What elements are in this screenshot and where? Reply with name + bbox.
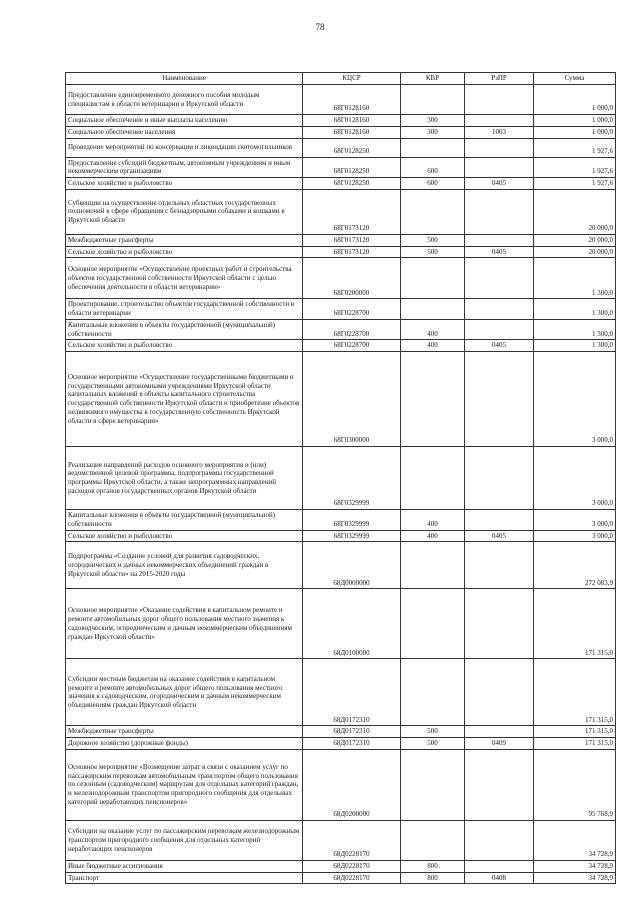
cell-sum: 1 300,0 (534, 258, 616, 299)
cell-sum: 34 728,9 (534, 820, 616, 860)
cell-kcsr: 68Г0228700 (303, 340, 401, 352)
table-row (66, 352, 616, 447)
cell-kvr: 500 (401, 246, 465, 258)
cell-kvr: 800 (401, 872, 465, 884)
cell-kvr: 500 (401, 234, 465, 246)
cell-name: Дорожное хозяйство (дорожные фонды) (66, 738, 303, 750)
table-row (66, 589, 616, 659)
cell-kcsr: 68Г0200000 (303, 258, 401, 299)
cell-rzpr: 0405 (465, 530, 534, 542)
cell-name: Межбюджетные трансферты (66, 234, 303, 246)
cell-name: Капитальные вложения в объекты государственной (муниципальной) собственности (66, 510, 303, 531)
cell-rzpr: 0408 (465, 872, 534, 884)
cell-name: Сельское хозяйство и рыболовство (66, 340, 303, 352)
cell-name: Сельское хозяйство и рыболовство (66, 178, 303, 190)
cell-name: Социальное обеспечение населения (66, 126, 303, 138)
cell-name: Социальное обеспечение и иные выплаты населению (66, 115, 303, 127)
header-kvr: КВР (401, 73, 465, 85)
cell-sum: 95 768,9 (534, 749, 616, 820)
cell-sum: 1 927,6 (534, 157, 616, 178)
cell-sum: 1 000,0 (534, 126, 616, 138)
table-row (66, 872, 616, 884)
cell-kcsr: 68Г0128250 (303, 138, 401, 157)
cell-rzpr (465, 820, 534, 860)
table-row (66, 126, 616, 138)
cell-rzpr (465, 258, 534, 299)
cell-rzpr (465, 860, 534, 872)
cell-kcsr: 68Д0228170 (303, 820, 401, 860)
table-row (66, 258, 616, 299)
table-row (66, 820, 616, 860)
cell-kvr: 500 (401, 726, 465, 738)
cell-kcsr: 68Г0173120 (303, 246, 401, 258)
cell-kcsr: 68Г0173120 (303, 234, 401, 246)
cell-sum: 3 000,0 (534, 530, 616, 542)
cell-kvr (401, 299, 465, 320)
cell-kvr (401, 589, 465, 659)
cell-rzpr (465, 157, 534, 178)
cell-name: Реализация направлений расходов основного мероприятия и (или) ведомственной целевой программы, подпрограммы государственной программы Иркутской области, а также непрограммных направлений расходов органов государственных органов Иркутской области (66, 447, 303, 510)
cell-kvr: 400 (401, 340, 465, 352)
table-row (66, 115, 616, 127)
cell-rzpr (465, 352, 534, 447)
page-number: 78 (315, 22, 325, 32)
cell-rzpr (465, 234, 534, 246)
cell-kcsr: 68Д0200000 (303, 749, 401, 820)
cell-name: Межбюджетные трансферты (66, 726, 303, 738)
header-kcsr: КЦСР (303, 73, 401, 85)
table-row (66, 178, 616, 190)
cell-sum: 1 000,0 (534, 115, 616, 127)
cell-kcsr: 68Г0329999 (303, 447, 401, 510)
table-row (66, 530, 616, 542)
table-row (66, 749, 616, 820)
table-row (66, 542, 616, 589)
cell-name: Основное мероприятие «Оказание содействия в капитальном ремонте и ремонте автомобильных дорог общего пользования местного значения к садоводческим, огородническим и дачным некоммерческим объединениям граждан Иркутской области» (66, 589, 303, 659)
table-row (66, 738, 616, 750)
table-header-row (66, 73, 616, 85)
cell-sum: 3 000,0 (534, 447, 616, 510)
cell-kcsr: 68Г0228700 (303, 299, 401, 320)
cell-name: Иные бюджетные ассигнования (66, 860, 303, 872)
table-row (66, 659, 616, 726)
cell-sum: 34 728,9 (534, 860, 616, 872)
cell-name: Предоставление единовременного денежного пособия молодым специалистам в области ветеринарии в Иркутской области (66, 85, 303, 115)
table-row (66, 510, 616, 531)
cell-kcsr: 68Г0329999 (303, 530, 401, 542)
cell-sum: 20 000,0 (534, 246, 616, 258)
header-sum: Сумма (534, 73, 616, 85)
header-rzpr: РзПР (465, 73, 534, 85)
cell-sum: 1 300,0 (534, 319, 616, 340)
cell-name: Транспорт (66, 872, 303, 884)
cell-name: Предоставление субсидий бюджетным, автономным учреждениям и иным некоммерческим организациям (66, 157, 303, 178)
cell-name: Подпрограмма «Создание условий для развития садоводческих, огороднических и дачных некоммерческих объединений граждан в Иркутской области» на 2015-2020 годы (66, 542, 303, 589)
cell-kvr (401, 189, 465, 234)
table-row (66, 860, 616, 872)
cell-sum: 34 728,9 (534, 872, 616, 884)
cell-kcsr: 68Г0173120 (303, 189, 401, 234)
table-row (66, 85, 616, 115)
cell-rzpr: 1003 (465, 126, 534, 138)
cell-kvr: 600 (401, 178, 465, 190)
cell-sum: 1 000,0 (534, 85, 616, 115)
cell-kvr (401, 659, 465, 726)
cell-rzpr: 0409 (465, 738, 534, 750)
cell-rzpr (465, 85, 534, 115)
budget-table (65, 72, 616, 884)
cell-kvr (401, 258, 465, 299)
cell-name: Проектирование, строительство объектов государственной собственности в области ветеринарии (66, 299, 303, 320)
table-row (66, 189, 616, 234)
cell-rzpr: 0405 (465, 246, 534, 258)
cell-kvr: 400 (401, 530, 465, 542)
cell-sum: 20 000,0 (534, 234, 616, 246)
cell-rzpr (465, 659, 534, 726)
cell-kcsr: 68Д0172310 (303, 738, 401, 750)
cell-kcsr: 68Г0300000 (303, 352, 401, 447)
cell-kvr (401, 447, 465, 510)
cell-name: Субсидии на оказание услуг по пассажирским перевозкам железнодорожным транспортом пригородного сообщения для отдельных категорий неработающих пенсионеров (66, 820, 303, 860)
cell-kvr (401, 820, 465, 860)
cell-name: Основное мероприятие «Осуществление проектных работ и строительства объектов государственной собственности Иркутской области с целью обеспечения деятельности в области ветеринарии» (66, 258, 303, 299)
cell-kcsr: 68Д0172310 (303, 726, 401, 738)
cell-kvr: 400 (401, 319, 465, 340)
cell-rzpr: 0405 (465, 178, 534, 190)
cell-sum: 171 315,0 (534, 659, 616, 726)
cell-kcsr: 68Г0128250 (303, 157, 401, 178)
cell-kcsr: 68Г0228700 (303, 319, 401, 340)
cell-name: Сельское хозяйство и рыболовство (66, 530, 303, 542)
cell-kvr (401, 542, 465, 589)
table-row (66, 246, 616, 258)
cell-kvr: 300 (401, 115, 465, 127)
cell-rzpr (465, 447, 534, 510)
cell-rzpr (465, 319, 534, 340)
cell-sum: 1 300,0 (534, 299, 616, 320)
cell-sum: 20 000,0 (534, 189, 616, 234)
table-row (66, 340, 616, 352)
cell-kcsr: 68Г0128160 (303, 85, 401, 115)
cell-rzpr (465, 138, 534, 157)
cell-kcsr: 68Г0128250 (303, 178, 401, 190)
table-row (66, 157, 616, 178)
cell-name: Основное мероприятие «Возмещение затрат в связи с оказанием услуг по пассажирским перевозкам автомобильным транспортом общего пользования по сезонным (садоводческим) маршрутам для отдельных категорий граждан, и железнодорожным транспортом пригородного сообщения для отдельных категорий неработающих пенсионеров» (66, 749, 303, 820)
cell-sum: 171 315,0 (534, 738, 616, 750)
cell-rzpr (465, 542, 534, 589)
cell-kvr: 500 (401, 738, 465, 750)
cell-sum: 272 083,9 (534, 542, 616, 589)
cell-name: Сельское хозяйство и рыболовство (66, 246, 303, 258)
cell-rzpr (465, 510, 534, 531)
cell-rzpr (465, 189, 534, 234)
cell-sum: 1 300,0 (534, 340, 616, 352)
cell-rzpr (465, 726, 534, 738)
cell-kvr (401, 85, 465, 115)
cell-name: Субсидии местным бюджетам на оказание содействия в капитальном ремонте и ремонте автомобильных дорог общего пользования местного значения к садоводческим, огородническим и дачным некоммерческим объединениям граждан Иркутской области (66, 659, 303, 726)
table-row (66, 299, 616, 320)
cell-name: Субвенции на осуществление отдельных областных государственных полномочий в сфере обращения с безнадзорными собаками и кошками в Иркутской области (66, 189, 303, 234)
table-row (66, 138, 616, 157)
cell-kcsr: 68Д0000000 (303, 542, 401, 589)
cell-sum: 3 000,0 (534, 352, 616, 447)
cell-name: Капитальные вложения в объекты государственной (муниципальной) собственности (66, 319, 303, 340)
cell-kvr: 300 (401, 126, 465, 138)
cell-sum: 3 000,0 (534, 510, 616, 531)
cell-sum: 171 315,0 (534, 589, 616, 659)
table-body (66, 85, 616, 884)
cell-kvr (401, 352, 465, 447)
cell-kcsr: 68Г0128160 (303, 126, 401, 138)
cell-rzpr (465, 589, 534, 659)
cell-rzpr (465, 299, 534, 320)
cell-kcsr: 68Д0100000 (303, 589, 401, 659)
cell-kcsr: 68Г0329999 (303, 510, 401, 531)
table-row (66, 447, 616, 510)
cell-sum: 1 927,6 (534, 178, 616, 190)
cell-kvr: 600 (401, 157, 465, 178)
table-row (66, 234, 616, 246)
cell-kcsr: 68Д0228170 (303, 860, 401, 872)
cell-sum: 1 927,6 (534, 138, 616, 157)
cell-rzpr (465, 115, 534, 127)
cell-rzpr: 0405 (465, 340, 534, 352)
cell-kvr: 400 (401, 510, 465, 531)
table-row (66, 726, 616, 738)
cell-name: Проведение мероприятий по консервации и ликвидации скотомогильников (66, 138, 303, 157)
cell-name: Основное мероприятие «Осуществление государственными бюджетными и государственными автономными учреждениями Иркутской области капитальных вложений в объекты капитального строительства государственной собственности Иркутской области и приобретение объектов недвижимого имущества в государственную собственность Иркутской области в сфере ветеринарии» (66, 352, 303, 447)
cell-kcsr: 68Д0228170 (303, 872, 401, 884)
cell-rzpr (465, 749, 534, 820)
cell-sum: 171 315,0 (534, 726, 616, 738)
cell-kcsr: 68Д0172310 (303, 659, 401, 726)
cell-kvr: 800 (401, 860, 465, 872)
cell-kvr (401, 749, 465, 820)
table-row (66, 319, 616, 340)
header-name: Наименование (66, 73, 303, 85)
cell-kvr (401, 138, 465, 157)
cell-kcsr: 68Г0128160 (303, 115, 401, 127)
